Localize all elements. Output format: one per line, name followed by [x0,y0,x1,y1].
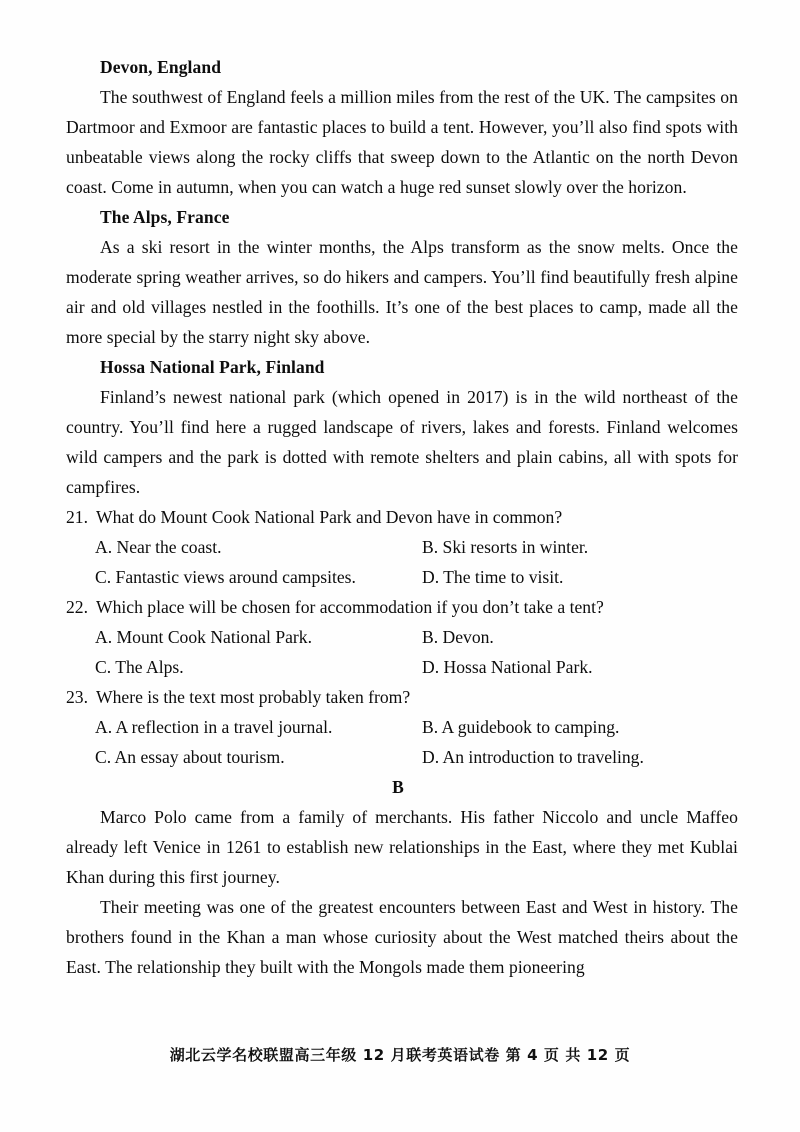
question-21 [66,502,738,592]
question-21-option-b[interactable]: B. Ski resorts in winter. [422,537,589,557]
passage-b-paragraph-1: Marco Polo came from a family of merchants. His father Niccolo and uncle Maffeo already left Venice in 1261 to establish new relationships in the East, where they met Kublai Khan during this first journey. [66,807,738,887]
question-21-text: What do Mount Cook National Park and Devon have in common? [96,507,563,527]
passage-paragraph-hossa: Finland’s newest national park (which opened in 2017) is in the wild northeast of the country. You’ll find here a rugged landscape of rivers, lakes and forests. Finland welcomes wild campers and the park is dotted with remote shelters and plain cabins, all with spots for campfires. [66,387,738,497]
passage-b-letter: B [392,777,404,797]
passage-paragraph-devon: The southwest of England feels a million miles from the rest of the UK. The campsites on Dartmoor and Exmoor are fantastic places to build a tent. However, you’ll also find spots with unbeatable views along the rocky cliffs that sweep down to the Atlantic on the north Devon coast. Come in autumn, when you can watch a huge red sunset slowly over the horizon. [66,87,738,197]
question-22-options-row-2 [66,652,738,682]
question-21-option-d[interactable]: D. The time to visit. [422,567,564,587]
question-23-text: Where is the text most probably taken from? [96,687,411,707]
passage-heading-hossa: Hossa National Park, Finland [100,357,325,377]
passage-paragraph-alps: As a ski resort in the winter months, the Alps transform as the snow melts. Once the moderate spring weather arrives, so do hikers and campers. You’ll find beautifully fresh alpine air and old villages nestled in the foothills. It’s one of the best places to camp, made all the more special by the starry night sky above. [66,237,738,347]
question-21-options-row-2 [66,562,738,592]
question-23-option-a[interactable]: A. A reflection in a travel journal. [95,717,333,737]
question-22-stem [66,592,738,622]
passage-heading-alps: The Alps, France [100,207,230,227]
question-23-option-d[interactable]: D. An introduction to traveling. [422,747,644,767]
question-23-option-c[interactable]: C. An essay about tourism. [95,747,285,767]
question-22 [66,592,738,682]
question-22-number: 22. [66,597,88,617]
question-22-option-a[interactable]: A. Mount Cook National Park. [95,627,312,647]
question-23-number: 23. [66,687,88,707]
passage-heading-devon: Devon, England [100,57,222,77]
question-23-option-b[interactable]: B. A guidebook to camping. [422,717,620,737]
question-22-option-d[interactable]: D. Hossa National Park. [422,657,593,677]
question-23-stem [66,682,738,712]
question-23 [66,682,738,772]
question-21-options-row-1 [66,532,738,562]
question-23-options-row-2 [66,742,738,772]
question-21-option-c[interactable]: C. Fantastic views around campsites. [95,567,356,587]
question-21-number: 21. [66,507,88,527]
question-23-options-row-1 [66,712,738,742]
question-22-options-row-1 [66,622,738,652]
question-22-option-c[interactable]: C. The Alps. [95,657,184,677]
question-21-option-a[interactable]: A. Near the coast. [95,537,222,557]
passage-b-paragraph-2: Their meeting was one of the greatest encounters between East and West in history. The brothers found in the Khan a man whose curiosity about the West matched theirs about the East. The relationship they built with the Mongols made them pioneering [66,897,738,977]
question-22-text: Which place will be chosen for accommodation if you don’t take a tent? [96,597,604,617]
question-22-option-b[interactable]: B. Devon. [422,627,494,647]
question-21-stem [66,502,738,532]
page-footer: 湖北云学名校联盟高三年级 12 月联考英语试卷 第 4 页 共 12 页 [169,1046,631,1064]
page-content [66,52,738,982]
